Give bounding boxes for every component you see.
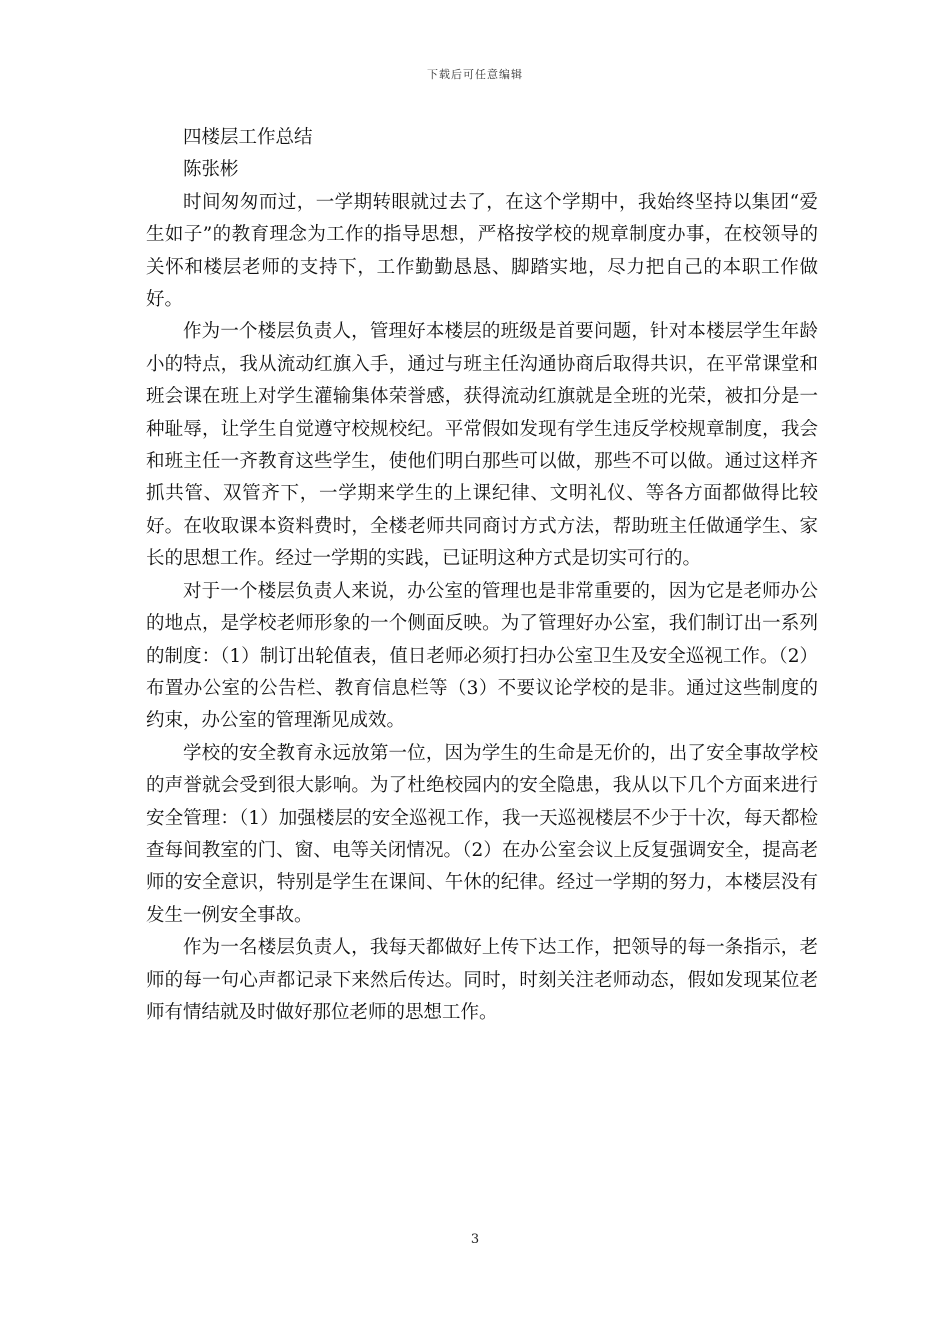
document-author: 陈张彬 [183, 159, 239, 181]
page-header: 下载后可任意编辑 [427, 68, 523, 81]
document-body [146, 122, 818, 1029]
paragraph-safety: 学校的安全教育永远放第一位，因为学生的生命是无价的，出了安全事故学校的声誉就会受到很大影响。为了杜绝校园内的安全隐患，我从以下几个方面来进行安全管理：（1）加强楼层的安全巡视工作，我一天巡视楼层不少于十次，每天都检查每间教室的门、窗、电等关闭情况。（2）在办公室会议上反复强调安全，提高老师的安全意识，特别是学生在课间、午休的纪律。经过一学期的努力，本楼层没有发生一例安全事故。 [146, 742, 818, 926]
document-title: 四楼层工作总结 [183, 127, 313, 148]
paragraph-communication: 作为一名楼层负责人，我每天都做好上传下达工作，把领导的每一条指示，老师的每一句心声都记录下来然后传达。同时，时刻关注老师动态，假如发现某位老师有情结就及时做好那位老师的思想工作。 [146, 937, 818, 1023]
paragraph-class-management: 作为一个楼层负责人，管理好本楼层的班级是首要问题，针对本楼层学生年龄小的特点，我从流动红旗入手，通过与班主任沟通协商后取得共识，在平常课堂和班会课在班上对学生灌输集体荣誉感，获得流动红旗就是全班的光荣，被扣分是一种耻辱，让学生自觉遵守校规校纪。平常假如发现有学生违反学校规章制度，我会和班主任一齐教育这些学生，使他们明白那些可以做，那些不可以做。通过这样齐抓共管、双管齐下，一学期来学生的上课纪律、文明礼仪、等各方面都做得比较好。在收取课本资料费时，全楼老师共同商讨方式方法，帮助班主任做通学生、家长的思想工作。经过一学期的实践，已证明这种方式是切实可行的。 [146, 321, 818, 570]
paragraph-intro: 时间匆匆而过，一学期转眼就过去了，在这个学期中，我始终坚持以集团“爱生如子”的教育理念为工作的指导思想，严格按学校的规章制度办事，在校领导的关怀和楼层老师的支持下，工作勤勤恳恳、脚踏实地，尽力把自己的本职工作做好。 [146, 191, 818, 311]
page-number: 3 [470, 1232, 480, 1247]
paragraph-office-management: 对于一个楼层负责人来说，办公室的管理也是非常重要的，因为它是老师办公的地点，是学校老师形象的一个侧面反映。为了管理好办公室，我们制订出一系列的制度：（1）制订出轮值表，值日老师必须打扫办公室卫生及安全巡视工作。（2）布置办公室的公告栏、教育信息栏等（3）不要议论学校的是非。通过这些制度的约束，办公室的管理渐见成效。 [146, 580, 818, 732]
